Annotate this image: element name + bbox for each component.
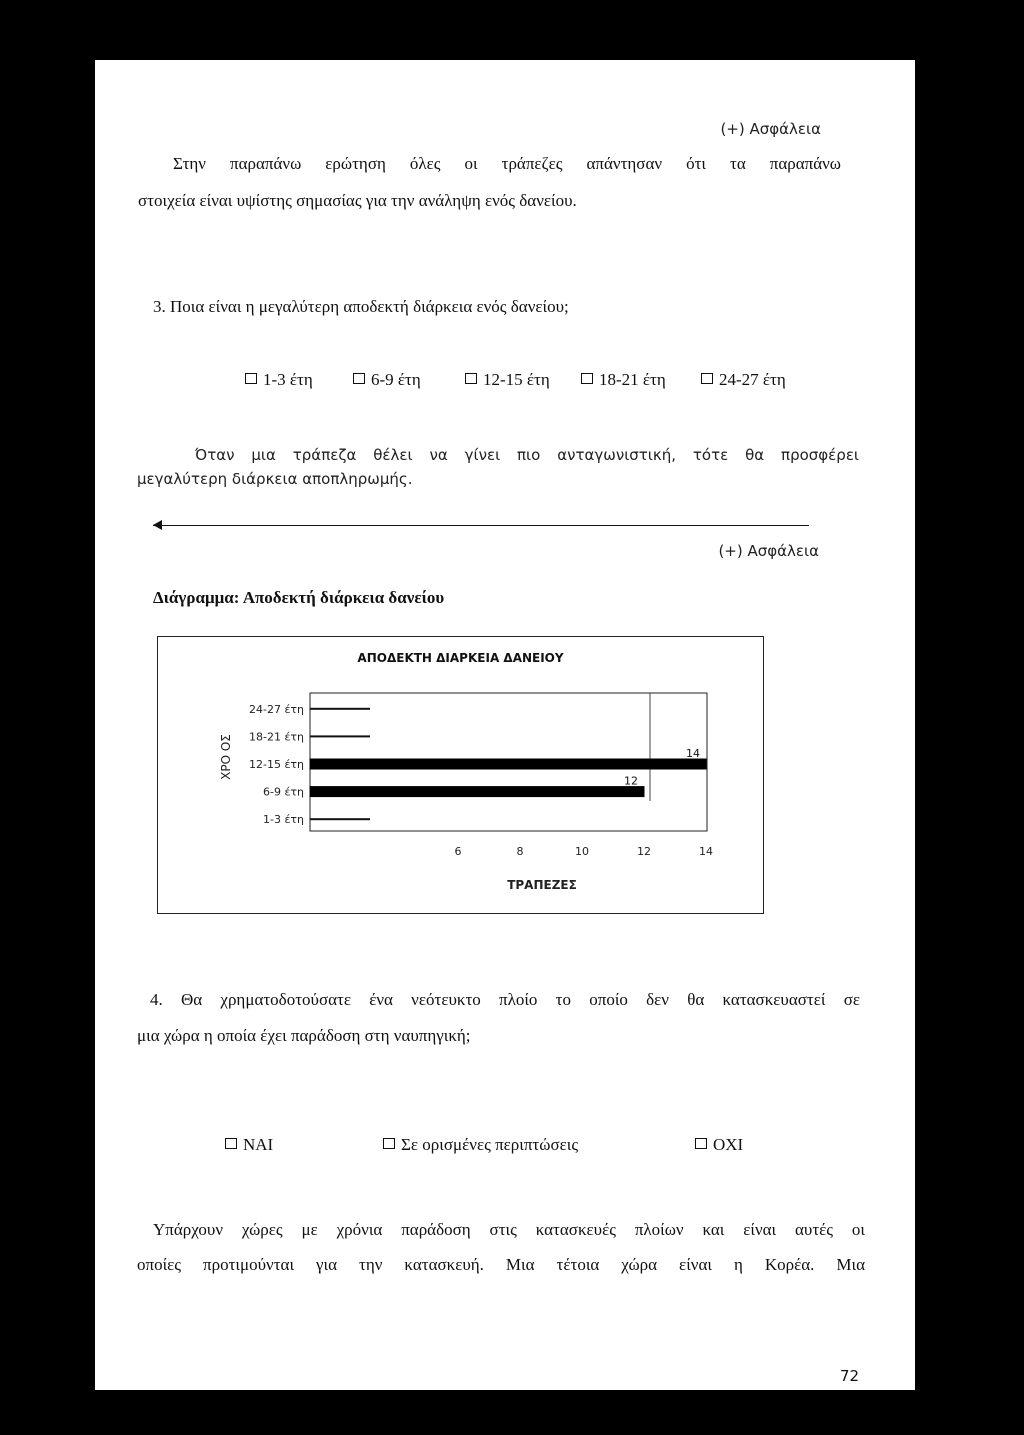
security-tag-1: (+) Ασφάλεια	[720, 120, 821, 138]
page-number: 72	[840, 1367, 860, 1385]
x-tick-label: 14	[699, 845, 713, 858]
checkbox-icon	[701, 373, 713, 384]
option-checkbox[interactable]: 24-27 έτη	[701, 370, 786, 390]
security-tag-2: (+) Ασφάλεια	[718, 542, 819, 560]
bar	[310, 787, 644, 797]
x-tick-label: 6	[454, 845, 462, 858]
x-tick-label: 8	[516, 845, 524, 858]
option-checkbox[interactable]: ΝΑΙ	[225, 1135, 273, 1155]
explanation-line: μεγαλύτερη διάρκεια αποπληρωμής.	[137, 470, 413, 488]
y-tick-label: 18-21 έτη	[249, 730, 304, 744]
bar	[310, 818, 370, 820]
bar	[310, 708, 370, 710]
data-label: 14	[686, 747, 700, 760]
y-tick-label: 6-9 έτη	[262, 785, 304, 799]
option-checkbox[interactable]: 12-15 έτη	[465, 370, 550, 390]
document-page	[95, 60, 915, 1390]
y-tick-label: 1-3 έτη	[262, 813, 304, 827]
y-tick-label: 12-15 έτη	[249, 758, 304, 771]
chart-frame	[157, 636, 764, 914]
arrow-line	[153, 525, 809, 526]
x-axis-label: ΤΡΑΠΕΖΕΣ	[507, 878, 577, 892]
option-checkbox[interactable]: 18-21 έτη	[581, 370, 666, 390]
paragraph-line: στοιχεία είναι υψίστης σημασίας για την ανάληψη ενός δανείου.	[138, 191, 577, 210]
checkbox-icon	[353, 373, 365, 384]
arrow-left-icon	[153, 520, 162, 530]
checkbox-icon	[245, 373, 257, 384]
question-4-line: 4. Θα χρηματοδοτούσατε ένα νεότευκτο πλοίο το οποίο δεν θα κατασκευαστεί σε	[150, 990, 860, 1009]
checkbox-icon	[581, 373, 593, 384]
option-checkbox[interactable]: 1-3 έτη	[245, 370, 313, 390]
option-checkbox[interactable]: ΟΧΙ	[695, 1135, 743, 1155]
checkbox-icon	[383, 1138, 395, 1149]
question-4-line: μια χώρα η οποία έχει παράδοση στη ναυπηγική;	[137, 1026, 471, 1045]
bar-chart	[158, 637, 763, 913]
bar	[310, 759, 706, 769]
explanation-line: οποίες προτιμούνται για την κατασκευή. Μια τέτοια χώρα είναι η Κορέα. Μια	[137, 1255, 865, 1274]
checkbox-icon	[695, 1138, 707, 1149]
bar	[310, 735, 370, 737]
x-tick-label: 10	[575, 845, 589, 858]
explanation-line: Υπάρχουν χώρες με χρόνια παράδοση στις κατασκευές πλοίων και είναι αυτές οι	[153, 1220, 865, 1239]
y-tick-label: 24-27 έτη	[249, 702, 304, 716]
y-axis-label: ΧΡΟ ΟΣ	[219, 734, 233, 780]
checkbox-icon	[465, 373, 477, 384]
option-checkbox[interactable]: Σε ορισμένες περιπτώσεις	[383, 1135, 578, 1155]
checkbox-icon	[225, 1138, 237, 1149]
option-checkbox[interactable]: 6-9 έτη	[353, 370, 421, 390]
x-tick-label: 12	[637, 845, 651, 858]
explanation-line: Όταν μια τράπεζα θέλει να γίνει πιο ανταγωνιστική, τότε θα προσφέρει	[195, 446, 859, 464]
chart-title: ΑΠΟΔΕΚΤΗ ΔΙΑΡΚΕΙΑ ΔΑΝΕΙΟΥ	[357, 651, 564, 665]
data-label: 12	[624, 774, 638, 788]
paragraph-line: Στην παραπάνω ερώτηση όλες οι τράπεζες απάντησαν ότι τα παραπάνω	[173, 154, 841, 173]
figure-caption: Διάγραμμα: Αποδεκτή διάρκεια δανείου	[153, 588, 445, 607]
question-3-text: 3. Ποια είναι η μεγαλύτερη αποδεκτή διάρκεια ενός δανείου;	[153, 297, 569, 316]
